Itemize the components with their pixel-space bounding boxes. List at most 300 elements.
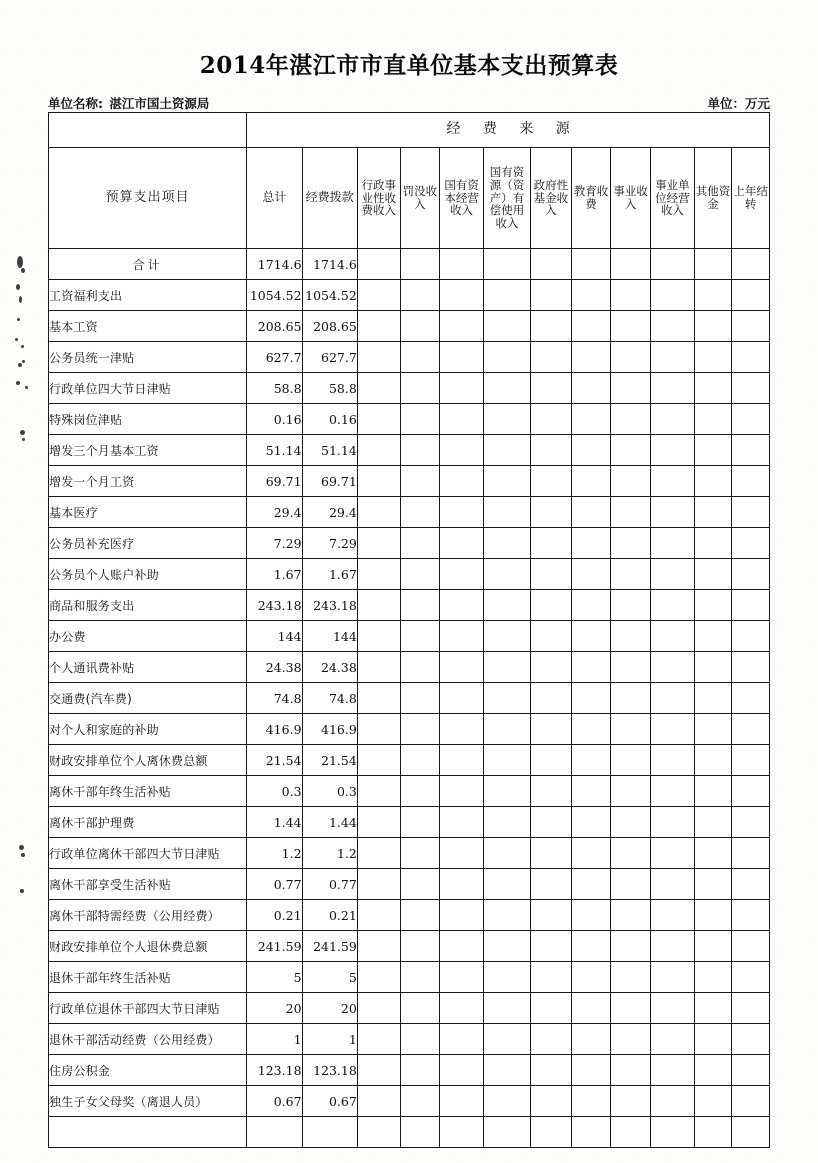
table-row <box>49 962 770 993</box>
cell-gov_fund_income <box>530 683 571 714</box>
cell-gov_fund_income <box>530 590 571 621</box>
cell-state_capital_op <box>440 838 484 869</box>
table-row <box>49 621 770 652</box>
header-col-institution-op: 事业单位经营收入 <box>650 148 694 249</box>
row-label: 财政安排单位个人退休费总额 <box>49 931 247 962</box>
header-item-spacer <box>49 113 247 148</box>
amount-unit-label: 单位：万元 <box>707 96 770 111</box>
cell-total: 0.21 <box>247 900 302 931</box>
cell-state_resource_paid <box>484 249 531 280</box>
row-label: 退休干部年终生活补贴 <box>49 962 247 993</box>
cell-institution_income <box>611 776 651 807</box>
cell-gov_fund_income <box>530 497 571 528</box>
cell-gov_fund_income <box>530 900 571 931</box>
cell-carryover <box>732 993 770 1024</box>
cell-total: 5 <box>247 962 302 993</box>
cell-total: 123.18 <box>247 1055 302 1086</box>
cell-state_capital_op <box>440 590 484 621</box>
row-label: 增发三个月基本工资 <box>49 435 247 466</box>
cell-other_funds <box>694 249 732 280</box>
cell-carryover <box>732 962 770 993</box>
row-label: 基本医疗 <box>49 497 247 528</box>
cell-total: 1714.6 <box>247 249 302 280</box>
cell-education_fee <box>571 1024 611 1055</box>
cell-penalty_income <box>400 807 440 838</box>
cell-admin_fee_income <box>357 838 400 869</box>
cell-penalty_income <box>400 311 440 342</box>
table-row <box>49 1117 770 1148</box>
caption-row <box>48 94 770 112</box>
header-col-state-resource-paid: 国有资源（资产）有偿使用收入 <box>484 148 531 249</box>
cell-state_capital_op <box>440 404 484 435</box>
cell-state_capital_op <box>440 435 484 466</box>
cell-institution_op <box>650 249 694 280</box>
cell-admin_fee_income <box>357 249 400 280</box>
cell-state_resource_paid <box>484 404 531 435</box>
cell-gov_fund_income <box>530 1086 571 1117</box>
cell-state_capital_op <box>440 466 484 497</box>
cell-institution_op <box>650 559 694 590</box>
cell-admin_fee_income <box>357 497 400 528</box>
cell-state_resource_paid <box>484 745 531 776</box>
cell-penalty_income <box>400 931 440 962</box>
cell-other_funds <box>694 621 732 652</box>
table-row <box>49 1024 770 1055</box>
cell-state_resource_paid <box>484 838 531 869</box>
cell-education_fee <box>571 621 611 652</box>
cell-education_fee <box>571 280 611 311</box>
cell-admin_fee_income <box>357 280 400 311</box>
row-label: 住房公积金 <box>49 1055 247 1086</box>
cell-other_funds <box>694 745 732 776</box>
cell-appropriation: 5 <box>302 962 357 993</box>
table-row <box>49 342 770 373</box>
cell-other_funds <box>694 404 732 435</box>
cell-state_capital_op <box>440 962 484 993</box>
cell-appropriation <box>302 1117 357 1148</box>
table-row <box>49 311 770 342</box>
table-row <box>49 931 770 962</box>
cell-gov_fund_income <box>530 373 571 404</box>
cell-education_fee <box>571 745 611 776</box>
cell-education_fee <box>571 590 611 621</box>
cell-state_resource_paid <box>484 683 531 714</box>
cell-education_fee <box>571 249 611 280</box>
cell-institution_income <box>611 745 651 776</box>
cell-institution_income <box>611 311 651 342</box>
cell-appropriation: 29.4 <box>302 497 357 528</box>
header-col-total: 总计 <box>247 148 302 249</box>
cell-gov_fund_income <box>530 528 571 559</box>
cell-admin_fee_income <box>357 1117 400 1148</box>
cell-institution_op <box>650 683 694 714</box>
cell-total: 1.44 <box>247 807 302 838</box>
cell-total: 7.29 <box>247 528 302 559</box>
cell-state_capital_op <box>440 559 484 590</box>
row-label: 公务员补充医疗 <box>49 528 247 559</box>
row-label <box>49 1117 247 1148</box>
cell-other_funds <box>694 559 732 590</box>
cell-other_funds <box>694 869 732 900</box>
table-row <box>49 528 770 559</box>
header-col-other-funds: 其他资金 <box>694 148 732 249</box>
scan-speckle <box>21 268 25 273</box>
cell-penalty_income <box>400 900 440 931</box>
row-label: 财政安排单位个人离休费总额 <box>49 745 247 776</box>
cell-carryover <box>732 311 770 342</box>
cell-institution_income <box>611 435 651 466</box>
table-row <box>49 807 770 838</box>
cell-gov_fund_income <box>530 931 571 962</box>
cell-institution_income <box>611 838 651 869</box>
cell-admin_fee_income <box>357 621 400 652</box>
cell-education_fee <box>571 1055 611 1086</box>
cell-state_resource_paid <box>484 652 531 683</box>
cell-penalty_income <box>400 776 440 807</box>
cell-institution_income <box>611 931 651 962</box>
cell-state_capital_op <box>440 931 484 962</box>
cell-admin_fee_income <box>357 1055 400 1086</box>
cell-other_funds <box>694 1086 732 1117</box>
cell-carryover <box>732 249 770 280</box>
cell-education_fee <box>571 652 611 683</box>
cell-carryover <box>732 1117 770 1148</box>
cell-state_capital_op <box>440 497 484 528</box>
cell-state_capital_op <box>440 714 484 745</box>
cell-carryover <box>732 900 770 931</box>
cell-gov_fund_income <box>530 1024 571 1055</box>
cell-institution_op <box>650 373 694 404</box>
table-row <box>49 466 770 497</box>
scan-speckle <box>16 381 20 385</box>
cell-institution_op <box>650 590 694 621</box>
cell-other_funds <box>694 1117 732 1148</box>
cell-total: 69.71 <box>247 466 302 497</box>
cell-appropriation: 1.44 <box>302 807 357 838</box>
scan-speckle <box>21 345 24 348</box>
cell-admin_fee_income <box>357 652 400 683</box>
cell-carryover <box>732 1086 770 1117</box>
header-row-columns <box>49 148 770 249</box>
cell-penalty_income <box>400 373 440 404</box>
table-body <box>49 249 770 1148</box>
cell-other_funds <box>694 590 732 621</box>
row-label: 离休干部享受生活补贴 <box>49 869 247 900</box>
table-row <box>49 683 770 714</box>
cell-appropriation: 74.8 <box>302 683 357 714</box>
cell-institution_income <box>611 900 651 931</box>
cell-other_funds <box>694 714 732 745</box>
cell-total: 1054.52 <box>247 280 302 311</box>
cell-carryover <box>732 745 770 776</box>
cell-total: 51.14 <box>247 435 302 466</box>
cell-state_resource_paid <box>484 1086 531 1117</box>
cell-other_funds <box>694 528 732 559</box>
cell-state_capital_op <box>440 621 484 652</box>
cell-state_resource_paid <box>484 311 531 342</box>
cell-appropriation: 1.2 <box>302 838 357 869</box>
cell-institution_op <box>650 1117 694 1148</box>
scan-speckle <box>17 318 20 321</box>
cell-gov_fund_income <box>530 838 571 869</box>
cell-admin_fee_income <box>357 466 400 497</box>
cell-appropriation: 0.21 <box>302 900 357 931</box>
cell-institution_income <box>611 528 651 559</box>
row-label: 公务员个人账户补助 <box>49 559 247 590</box>
cell-other_funds <box>694 311 732 342</box>
cell-penalty_income <box>400 714 440 745</box>
scan-speckle <box>19 296 22 303</box>
cell-institution_income <box>611 404 651 435</box>
cell-appropriation: 51.14 <box>302 435 357 466</box>
header-col-institution-income: 事业收入 <box>611 148 651 249</box>
cell-admin_fee_income <box>357 373 400 404</box>
cell-appropriation: 0.16 <box>302 404 357 435</box>
cell-other_funds <box>694 1055 732 1086</box>
cell-admin_fee_income <box>357 869 400 900</box>
unit-name-label: 单位名称: <box>48 96 103 111</box>
cell-gov_fund_income <box>530 807 571 838</box>
cell-education_fee <box>571 962 611 993</box>
cell-total: 24.38 <box>247 652 302 683</box>
cell-total: 627.7 <box>247 342 302 373</box>
cell-admin_fee_income <box>357 993 400 1024</box>
cell-appropriation: 208.65 <box>302 311 357 342</box>
table-row <box>49 249 770 280</box>
cell-admin_fee_income <box>357 900 400 931</box>
cell-penalty_income <box>400 621 440 652</box>
cell-institution_op <box>650 807 694 838</box>
cell-education_fee <box>571 993 611 1024</box>
cell-other_funds <box>694 342 732 373</box>
cell-institution_income <box>611 714 651 745</box>
cell-education_fee <box>571 869 611 900</box>
cell-state_capital_op <box>440 683 484 714</box>
cell-carryover <box>732 776 770 807</box>
cell-institution_op <box>650 621 694 652</box>
row-label: 离休干部年终生活补贴 <box>49 776 247 807</box>
header-col-gov-fund-income: 政府性基金收入 <box>530 148 571 249</box>
cell-institution_op <box>650 993 694 1024</box>
cell-state_capital_op <box>440 900 484 931</box>
cell-education_fee <box>571 683 611 714</box>
cell-total: 416.9 <box>247 714 302 745</box>
cell-institution_income <box>611 249 651 280</box>
cell-other_funds <box>694 683 732 714</box>
cell-carryover <box>732 714 770 745</box>
cell-carryover <box>732 342 770 373</box>
cell-gov_fund_income <box>530 621 571 652</box>
row-label: 合计 <box>49 249 247 280</box>
cell-institution_op <box>650 652 694 683</box>
cell-carryover <box>732 497 770 528</box>
scan-speckle <box>17 256 23 268</box>
row-label: 行政单位退休干部四大节日津贴 <box>49 993 247 1024</box>
cell-admin_fee_income <box>357 404 400 435</box>
cell-institution_income <box>611 497 651 528</box>
cell-other_funds <box>694 652 732 683</box>
cell-penalty_income <box>400 342 440 373</box>
cell-other_funds <box>694 807 732 838</box>
cell-appropriation: 1 <box>302 1024 357 1055</box>
cell-total: 29.4 <box>247 497 302 528</box>
row-label: 离休干部特需经费（公用经费） <box>49 900 247 931</box>
table-row <box>49 652 770 683</box>
cell-appropriation: 0.3 <box>302 776 357 807</box>
cell-education_fee <box>571 528 611 559</box>
cell-institution_op <box>650 838 694 869</box>
cell-appropriation: 21.54 <box>302 745 357 776</box>
table-row <box>49 838 770 869</box>
row-label: 工资福利支出 <box>49 280 247 311</box>
cell-state_resource_paid <box>484 342 531 373</box>
cell-total: 241.59 <box>247 931 302 962</box>
cell-state_resource_paid <box>484 1024 531 1055</box>
cell-state_resource_paid <box>484 962 531 993</box>
cell-education_fee <box>571 342 611 373</box>
cell-appropriation: 20 <box>302 993 357 1024</box>
cell-total: 243.18 <box>247 590 302 621</box>
cell-institution_income <box>611 962 651 993</box>
cell-gov_fund_income <box>530 869 571 900</box>
header-col-penalty-income: 罚没收入 <box>400 148 440 249</box>
cell-penalty_income <box>400 869 440 900</box>
cell-institution_income <box>611 1024 651 1055</box>
header-funding-source-group: 经 费 来 源 <box>247 113 770 148</box>
cell-state_capital_op <box>440 280 484 311</box>
cell-state_resource_paid <box>484 931 531 962</box>
scan-speckle <box>15 338 18 341</box>
cell-total: 0.67 <box>247 1086 302 1117</box>
table-row <box>49 714 770 745</box>
row-label: 独生子女父母奖（离退人员） <box>49 1086 247 1117</box>
cell-carryover <box>732 435 770 466</box>
row-label: 特殊岗位津贴 <box>49 404 247 435</box>
cell-education_fee <box>571 404 611 435</box>
cell-state_capital_op <box>440 373 484 404</box>
table-row <box>49 1055 770 1086</box>
cell-gov_fund_income <box>530 962 571 993</box>
cell-state_resource_paid <box>484 280 531 311</box>
cell-total <box>247 1117 302 1148</box>
cell-institution_income <box>611 590 651 621</box>
cell-state_resource_paid <box>484 1117 531 1148</box>
cell-state_resource_paid <box>484 714 531 745</box>
cell-state_resource_paid <box>484 590 531 621</box>
table-row <box>49 745 770 776</box>
cell-state_capital_op <box>440 807 484 838</box>
cell-penalty_income <box>400 249 440 280</box>
cell-carryover <box>732 404 770 435</box>
cell-state_capital_op <box>440 1117 484 1148</box>
cell-appropriation: 69.71 <box>302 466 357 497</box>
cell-total: 20 <box>247 993 302 1024</box>
cell-appropriation: 243.18 <box>302 590 357 621</box>
cell-institution_income <box>611 466 651 497</box>
cell-gov_fund_income <box>530 776 571 807</box>
cell-total: 144 <box>247 621 302 652</box>
cell-total: 1 <box>247 1024 302 1055</box>
cell-penalty_income <box>400 962 440 993</box>
row-label: 行政单位四大节日津贴 <box>49 373 247 404</box>
cell-institution_income <box>611 1086 651 1117</box>
cell-institution_op <box>650 1055 694 1086</box>
cell-institution_op <box>650 435 694 466</box>
cell-education_fee <box>571 311 611 342</box>
cell-institution_income <box>611 869 651 900</box>
cell-state_capital_op <box>440 528 484 559</box>
cell-education_fee <box>571 466 611 497</box>
cell-institution_op <box>650 869 694 900</box>
row-label: 离休干部护理费 <box>49 807 247 838</box>
cell-institution_op <box>650 931 694 962</box>
cell-state_resource_paid <box>484 621 531 652</box>
cell-state_capital_op <box>440 311 484 342</box>
cell-institution_op <box>650 900 694 931</box>
cell-other_funds <box>694 280 732 311</box>
cell-carryover <box>732 652 770 683</box>
cell-state_resource_paid <box>484 559 531 590</box>
cell-carryover <box>732 1024 770 1055</box>
cell-gov_fund_income <box>530 1055 571 1086</box>
cell-total: 74.8 <box>247 683 302 714</box>
cell-penalty_income <box>400 559 440 590</box>
cell-penalty_income <box>400 993 440 1024</box>
cell-admin_fee_income <box>357 559 400 590</box>
scan-speckle <box>20 430 25 435</box>
cell-admin_fee_income <box>357 683 400 714</box>
cell-penalty_income <box>400 280 440 311</box>
scan-speckle <box>19 845 24 850</box>
cell-admin_fee_income <box>357 1086 400 1117</box>
row-label: 行政单位离休干部四大节日津贴 <box>49 838 247 869</box>
cell-institution_op <box>650 1086 694 1117</box>
cell-carryover <box>732 838 770 869</box>
row-label: 退休干部活动经费（公用经费） <box>49 1024 247 1055</box>
cell-total: 208.65 <box>247 311 302 342</box>
table-header <box>49 113 770 249</box>
cell-other_funds <box>694 838 732 869</box>
budget-table <box>48 112 770 1148</box>
page-title: 2014年湛江市市直单位基本支出预算表 <box>199 52 619 79</box>
cell-education_fee <box>571 776 611 807</box>
cell-state_capital_op <box>440 745 484 776</box>
cell-institution_op <box>650 497 694 528</box>
cell-gov_fund_income <box>530 466 571 497</box>
cell-institution_income <box>611 1055 651 1086</box>
cell-total: 1.2 <box>247 838 302 869</box>
cell-institution_op <box>650 466 694 497</box>
cell-state_capital_op <box>440 1086 484 1117</box>
scan-speckle <box>22 360 25 363</box>
cell-appropriation: 1.67 <box>302 559 357 590</box>
row-label: 个人通讯费补贴 <box>49 652 247 683</box>
header-row-group <box>49 113 770 148</box>
cell-state_resource_paid <box>484 466 531 497</box>
cell-appropriation: 58.8 <box>302 373 357 404</box>
cell-appropriation: 144 <box>302 621 357 652</box>
cell-admin_fee_income <box>357 962 400 993</box>
cell-admin_fee_income <box>357 745 400 776</box>
table-row <box>49 1086 770 1117</box>
cell-institution_op <box>650 776 694 807</box>
cell-total: 0.16 <box>247 404 302 435</box>
row-label: 增发一个月工资 <box>49 466 247 497</box>
header-col-appropriation: 经费拨款 <box>302 148 357 249</box>
cell-penalty_income <box>400 1117 440 1148</box>
cell-admin_fee_income <box>357 435 400 466</box>
cell-appropriation: 241.59 <box>302 931 357 962</box>
